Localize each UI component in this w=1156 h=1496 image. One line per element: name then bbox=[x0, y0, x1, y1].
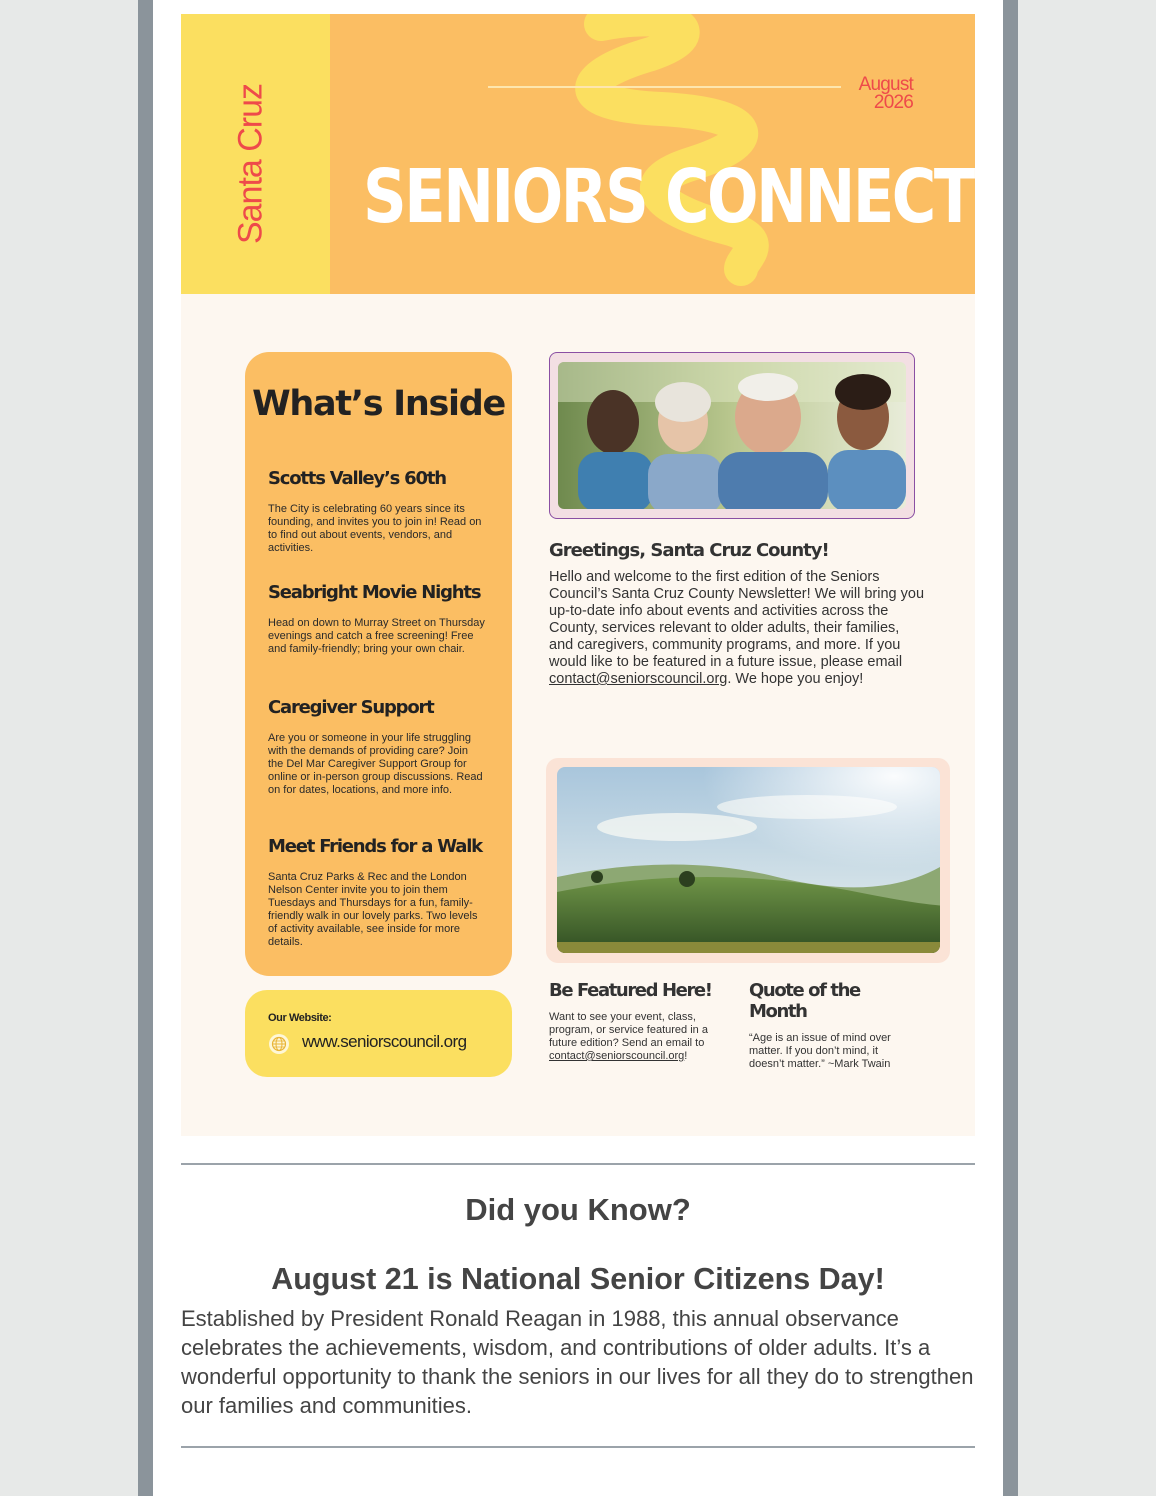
greeting-text-end: . We hope you enjoy! bbox=[727, 671, 864, 687]
greeting-title: Greetings, Santa Cruz County! bbox=[549, 540, 829, 561]
inside-item-text: Head on down to Murray Street on Thursday evenings and catch a free screening! Free and family-friendly; bring your own chair. bbox=[268, 617, 485, 655]
greeting-section bbox=[549, 540, 924, 688]
newsletter-title: SENIORS CONNECT bbox=[363, 154, 973, 240]
inside-item-text: Are you or someone in your life struggling with the demands of providing care? Join the Del Mar Caregiver Support Group for online or in-person group discussions. Read on for dates, locations, and more info. bbox=[268, 732, 483, 796]
be-featured-section bbox=[549, 980, 729, 1063]
greeting-text-body: Hello and welcome to the first edition of the Seniors Council’s Santa Cruz County Newsletter! We will bring you up-to-date info about events and activities across the County, services relevant to older adults, their families, and caregivers, community programs, and more. If you would like to be featured in a future issue, please email bbox=[549, 569, 925, 670]
website-label: Our Website: bbox=[268, 1012, 332, 1024]
whats-inside-panel bbox=[245, 352, 512, 976]
website-link[interactable]: www.seniorscouncil.org bbox=[302, 1032, 467, 1051]
issue-date bbox=[793, 76, 913, 112]
inside-item[interactable] bbox=[268, 836, 486, 949]
greeting-text bbox=[549, 569, 924, 688]
inside-item-title: Caregiver Support bbox=[268, 697, 434, 718]
senior-day-headline: August 21 is National Senior Citizens Day! bbox=[271, 1262, 885, 1296]
inside-item-text: The City is celebrating 60 years since its founding, and invites you to join in! Read on to find out about events, vendors, and activities. bbox=[268, 503, 482, 554]
issue-month: August bbox=[858, 74, 913, 95]
quote-text: “Age is an issue of mind over matter. If you don’t mind, it doesn’t matter.” ~Mark Twain bbox=[749, 1032, 891, 1070]
landscape-photo bbox=[557, 767, 940, 953]
inside-item-title: Scotts Valley’s 60th bbox=[268, 468, 446, 489]
section-divider bbox=[181, 1163, 975, 1165]
inside-item-title: Seabright Movie Nights bbox=[268, 582, 481, 603]
inside-item-title: Meet Friends for a Walk bbox=[268, 836, 482, 857]
masthead bbox=[181, 14, 975, 294]
did-you-know-heading: Did you Know? bbox=[465, 1192, 691, 1227]
seniors-photo bbox=[558, 362, 906, 509]
inside-item[interactable] bbox=[268, 468, 486, 555]
bottom-divider bbox=[181, 1446, 975, 1448]
be-featured-body: Want to see your event, class, program, or service featured in a future edition? Send an email to bbox=[549, 1011, 708, 1049]
masthead-rule bbox=[488, 86, 841, 88]
be-featured-suffix: ! bbox=[684, 1050, 688, 1062]
be-featured-title: Be Featured Here! bbox=[549, 980, 712, 1001]
be-featured-text bbox=[549, 1011, 729, 1063]
senior-day-body: Established by President Ronald Reagan in 1988, this annual observance celebrates the achievements, wisdom, and contributions of older adults. It’s a wonderful opportunity to thank the seniors in our lives for all they do to strengthen our families and communities. bbox=[181, 1306, 974, 1418]
inside-item-text: Santa Cruz Parks & Rec and the London Nelson Center invite you to join them Tuesdays and Thursdays for a fun, family-friendly walk in our lovely parks. Two levels of activity available, see inside for more details. bbox=[268, 871, 478, 948]
landscape-photo-frame bbox=[546, 758, 950, 963]
newsletter-card bbox=[181, 14, 975, 1136]
whats-inside-heading: What’s Inside bbox=[252, 384, 505, 424]
quote-title: Quote of the Month bbox=[749, 980, 860, 1022]
inside-item[interactable] bbox=[268, 582, 486, 656]
issue-year: 2026 bbox=[873, 92, 913, 113]
website-panel bbox=[245, 990, 512, 1077]
quote-section bbox=[749, 980, 914, 1071]
inside-item[interactable] bbox=[268, 697, 486, 797]
globe-icon bbox=[268, 1033, 290, 1055]
seniors-photo-frame bbox=[549, 352, 915, 519]
contact-email-link[interactable]: contact@seniorscouncil.org bbox=[549, 671, 728, 687]
featured-email-link[interactable]: contact@seniorscouncil.org bbox=[549, 1050, 685, 1062]
city-name: Santa Cruz bbox=[231, 83, 270, 245]
